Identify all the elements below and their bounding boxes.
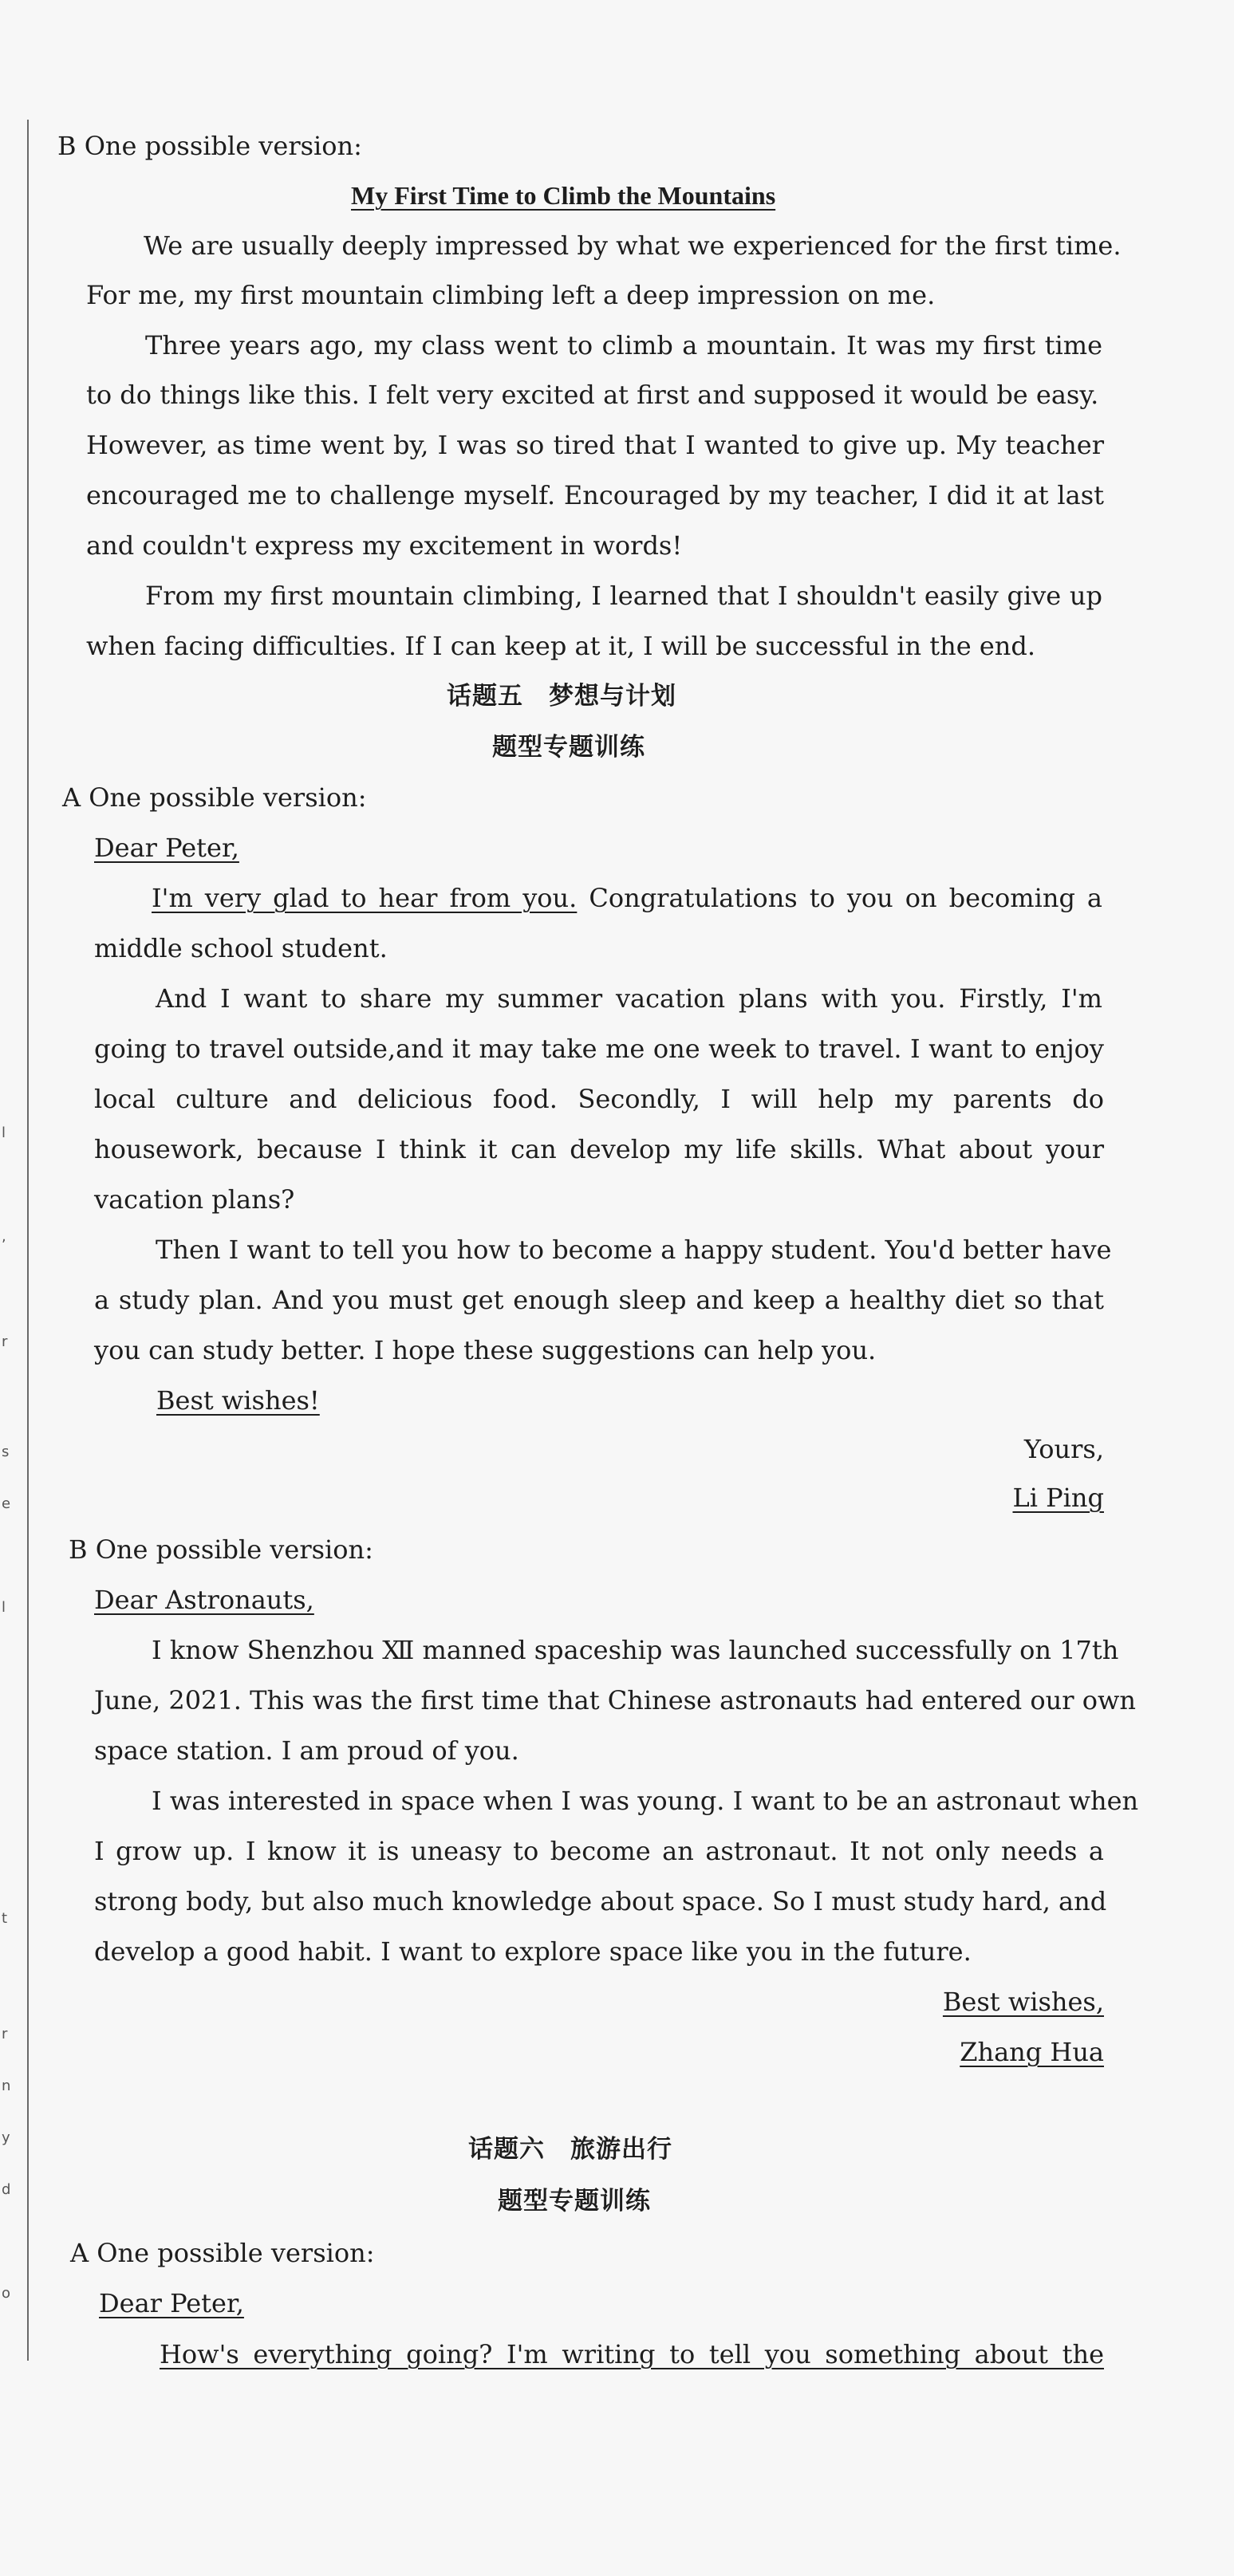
section-heading: B One possible version: — [69, 1534, 373, 1565]
paragraph-line: Then I want to tell you how to become a happy student. You'd better have — [156, 1235, 1112, 1265]
section-heading: A One possible version: — [70, 2238, 375, 2268]
paragraph-line: I was interested in space when I was young. I want to be an astronaut when — [152, 1786, 1139, 1816]
paragraph-line: vacation plans? — [94, 1184, 295, 1215]
margin-marks — [0, 0, 16, 2576]
sentence-rest: Congratulations to you on becoming a — [577, 883, 1103, 913]
paragraph-line: space station. I am proud of you. — [94, 1735, 519, 1766]
letter-greeting: Dear Peter, — [94, 833, 239, 863]
paragraph-line: Three years ago, my class went to climb a mountain. It was my first time — [145, 330, 1102, 360]
paragraph-line: However, as time went by, I was so tired that I wanted to give up. My teacher — [86, 430, 1104, 460]
margin-mark: e — [2, 1495, 11, 1512]
letter-closing: Best wishes, — [942, 1987, 1104, 2017]
margin-mark: l — [2, 1125, 6, 1141]
paragraph-line: going to travel outside,and it may take me one week to travel. I want to enjoy — [94, 1034, 1104, 1064]
paragraph-line: you can study better. I hope these suggestions can help you. — [94, 1335, 877, 1365]
paragraph-line: and couldn't express my excitement in words! — [86, 530, 683, 561]
letter-sign-yours: Yours, — [1023, 1434, 1104, 1464]
paragraph-line: local culture and delicious food. Secondly, I will help my parents do — [94, 1084, 1104, 1114]
paragraph-line: For me, my first mountain climbing left a deep impression on me. — [86, 280, 936, 310]
paragraph-line: strong body, but also much knowledge about space. So I must study hard, and — [94, 1886, 1107, 1916]
paragraph-line: when facing difficulties. If I can keep at it, I will be successful in the end. — [86, 631, 1036, 661]
paragraph-line: From my first mountain climbing, I learned that I shouldn't easily give up — [145, 581, 1102, 611]
letter-greeting: Dear Astronauts, — [94, 1585, 314, 1615]
paragraph-line: a study plan. And you must get enough sleep and keep a healthy diet so that — [94, 1285, 1104, 1315]
letter-greeting: Dear Peter, — [99, 2288, 244, 2318]
paragraph-line: to do things like this. I felt very excited at first and supposed it would be easy. — [86, 380, 1099, 410]
paragraph-line: develop a good habit. I want to explore space like you in the future. — [94, 1936, 972, 1967]
margin-mark: o — [2, 2285, 11, 2302]
margin-mark: n — [2, 2078, 11, 2094]
paragraph-line: middle school student. — [94, 933, 388, 963]
paragraph-line: I know Shenzhou Ⅻ manned spaceship was launched successfully on 17th — [152, 1635, 1119, 1665]
paragraph-line: We are usually deeply impressed by what we experienced for the first time. — [144, 230, 1122, 261]
topic-subtitle: 题型专题训练 — [492, 733, 645, 762]
margin-mark: r — [2, 2026, 8, 2042]
margin-mark: r — [2, 1333, 8, 1350]
margin-mark: s — [2, 1444, 10, 1460]
paragraph-line: encouraged me to challenge myself. Encouraged by my teacher, I did it at last — [86, 480, 1104, 510]
margin-mark: y — [2, 2129, 10, 2146]
paragraph-line — [152, 882, 1102, 914]
paragraph-line: How's everything going? I'm writing to tell you something about the — [160, 2339, 1104, 2369]
paragraph-line: June, 2021. This was the first time that Chinese astronauts had entered our own — [94, 1685, 1137, 1715]
topic-title: 话题六 旅游出行 — [468, 2135, 672, 2164]
topic-title: 话题五 梦想与计划 — [447, 682, 676, 711]
topic-subtitle: 题型专题训练 — [498, 2187, 651, 2216]
section-heading: B One possible version: — [57, 131, 362, 161]
margin-mark: l — [2, 1599, 6, 1616]
letter-signature: Zhang Hua — [960, 2037, 1104, 2067]
paragraph-line: And I want to share my summer vacation plans with you. Firstly, I'm — [156, 983, 1102, 1014]
page-margin-line — [27, 120, 29, 2361]
letter-closing: Best wishes! — [156, 1385, 320, 1416]
paragraph-line: I grow up. I know it is uneasy to become an astronaut. It not only needs a — [94, 1836, 1104, 1866]
margin-mark: , — [2, 1228, 6, 1245]
letter-signature: Li Ping — [1012, 1483, 1104, 1513]
margin-mark: d — [2, 2181, 11, 2198]
underlined-sentence: I'm very glad to hear from you. — [152, 883, 578, 913]
essay-title: My First Time to Climb the Mountains — [351, 181, 776, 210]
section-heading: A One possible version: — [62, 782, 367, 813]
margin-mark: t — [2, 1910, 8, 1927]
paragraph-line: housework, because I think it can develop my life skills. What about your — [94, 1134, 1104, 1164]
